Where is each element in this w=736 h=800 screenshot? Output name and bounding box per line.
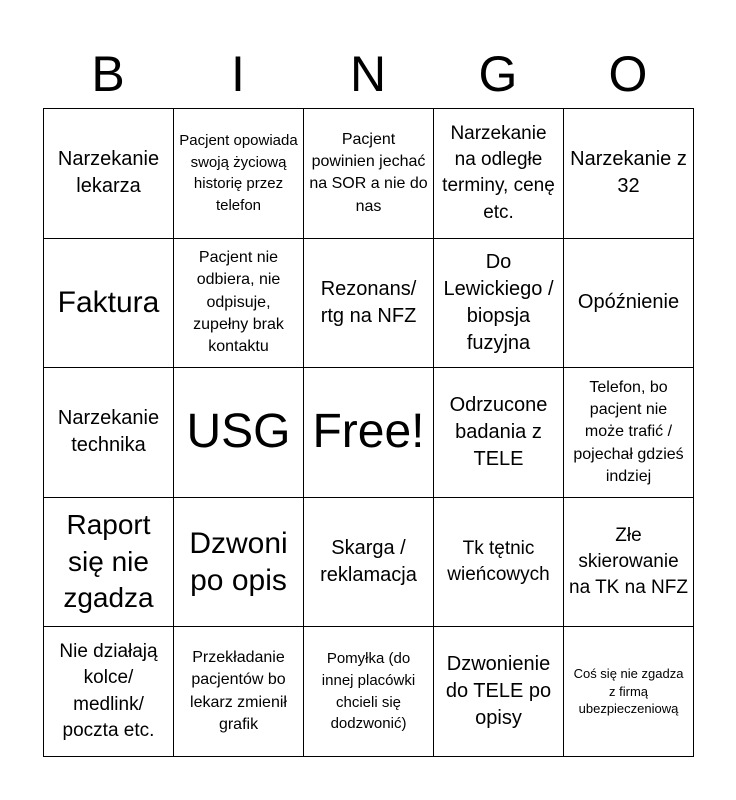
bingo-grid bbox=[43, 108, 694, 757]
cell-text: Skarga / reklamacja bbox=[320, 537, 417, 587]
bingo-cell-r3-c5[interactable] bbox=[564, 368, 694, 498]
cell-text: Narzekanie na odległe terminy, cenę etc. bbox=[442, 122, 555, 223]
header-letter-b: B bbox=[91, 46, 125, 102]
header-letter-o: O bbox=[608, 46, 648, 102]
bingo-cell-r2-c4[interactable] bbox=[434, 239, 564, 369]
cell-text: Odrzucone badania z TELE bbox=[449, 393, 548, 470]
bingo-cell-r5-c3[interactable] bbox=[304, 627, 434, 757]
cell-text: Narzekanie z 32 bbox=[570, 148, 687, 198]
bingo-cell-r4-c1[interactable] bbox=[44, 498, 174, 628]
cell-text: Przekładanie pacjentów bo lekarz zmienił grafik bbox=[190, 648, 287, 734]
header-letter-g: G bbox=[478, 46, 518, 102]
cell-text: Pacjent nie odbiera, nie odpisuje, zupełny brak kontaktu bbox=[193, 248, 284, 356]
cell-text: Pacjent opowiada swoją życiową historię przez telefon bbox=[179, 131, 298, 215]
bingo-cell-r5-c1[interactable] bbox=[44, 627, 174, 757]
cell-text: USG bbox=[186, 405, 291, 459]
bingo-cell-r5-c5[interactable] bbox=[564, 627, 694, 757]
bingo-cell-r2-c3[interactable] bbox=[304, 239, 434, 369]
cell-text: Do Lewickiego / biopsja fuzyjna bbox=[443, 250, 554, 354]
header-letter-n: N bbox=[349, 46, 387, 102]
cell-text: Dzwonienie do TELE po opisy bbox=[445, 653, 552, 730]
cell-text: Raport się nie zgadza bbox=[63, 509, 154, 614]
bingo-cell-r1-c5[interactable] bbox=[564, 109, 694, 239]
bingo-cell-r3-c4[interactable] bbox=[434, 368, 564, 498]
cell-text: Dzwoni po opis bbox=[189, 526, 288, 598]
bingo-cell-r1-c2[interactable] bbox=[174, 109, 304, 239]
cell-text: Coś się nie zgadza z firmą ubezpieczeniową bbox=[573, 666, 684, 717]
cell-text: Złe skierowanie na TK na NFZ bbox=[569, 524, 688, 599]
bingo-cell-r2-c1[interactable] bbox=[44, 239, 174, 369]
bingo-cell-r3-c2[interactable] bbox=[174, 368, 304, 498]
cell-text: Free! bbox=[312, 405, 425, 459]
bingo-cell-r1-c1[interactable] bbox=[44, 109, 174, 239]
bingo-cell-r4-c4[interactable] bbox=[434, 498, 564, 628]
cell-text: Faktura bbox=[57, 286, 160, 320]
bingo-cell-r1-c4[interactable] bbox=[434, 109, 564, 239]
cell-text: Nie działają kolce/ medlink/ poczta etc. bbox=[59, 641, 158, 741]
cell-text: Tk tętnic wieńcowych bbox=[447, 537, 550, 586]
bingo-cell-r2-c5[interactable] bbox=[564, 239, 694, 369]
cell-text: Opóźnienie bbox=[577, 291, 680, 314]
cell-text: Telefon, bo pacjent nie może trafić / pojechał gdzieś indziej bbox=[573, 378, 684, 486]
cell-text: Narzekanie technika bbox=[57, 407, 160, 457]
bingo-cell-r4-c5[interactable] bbox=[564, 498, 694, 628]
cell-text: Pacjent powinien jechać na SOR a nie do nas bbox=[309, 130, 428, 215]
bingo-cell-r5-c2[interactable] bbox=[174, 627, 304, 757]
cell-text: Pomyłka (do innej placówki chcieli się dodzwonić) bbox=[321, 650, 416, 733]
bingo-cell-r2-c2[interactable] bbox=[174, 239, 304, 369]
bingo-cell-r4-c3[interactable] bbox=[304, 498, 434, 628]
bingo-cell-r3-c1[interactable] bbox=[44, 368, 174, 498]
bingo-cell-r1-c3[interactable] bbox=[304, 109, 434, 239]
cell-text: Rezonans/ rtg na NFZ bbox=[320, 277, 417, 327]
cell-text: Narzekanie lekarza bbox=[57, 148, 160, 198]
header-letter-i: I bbox=[231, 46, 245, 102]
bingo-cell-r5-c4[interactable] bbox=[434, 627, 564, 757]
bingo-cell-r3-c3[interactable] bbox=[304, 368, 434, 498]
bingo-cell-r4-c2[interactable] bbox=[174, 498, 304, 628]
bingo-header bbox=[43, 40, 693, 108]
